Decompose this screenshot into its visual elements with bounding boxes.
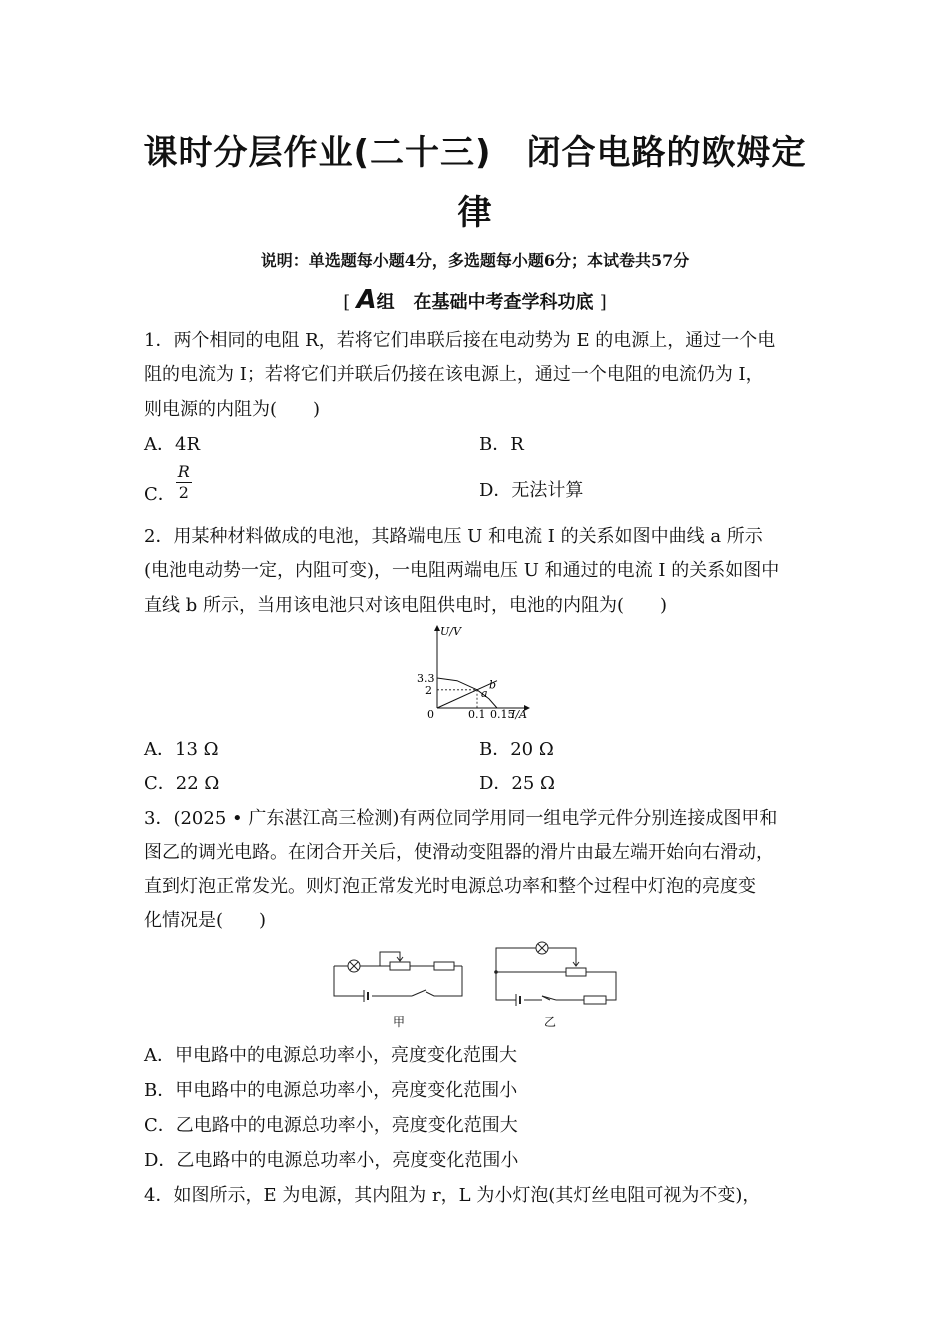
- resistor-jia: [434, 962, 454, 970]
- wire-yi-bottom-left: [496, 972, 542, 1000]
- q2-option-c[interactable]: C．22 Ω: [144, 773, 220, 794]
- switch-jia: [412, 990, 426, 996]
- q2-line-1: 2．用某种材料做成的电池，其路端电压 U 和电流 I 的关系如图中曲线 a 所示: [144, 526, 763, 547]
- q3-option-d[interactable]: D．乙电路中的电源总功率小，亮度变化范围小: [144, 1150, 519, 1171]
- q3-option-c[interactable]: C．乙电路中的电源总功率小，亮度变化范围大: [144, 1115, 518, 1136]
- q1-option-c-fraction: [176, 464, 192, 501]
- circuit-label-jia: 甲: [393, 1015, 406, 1029]
- q2-line-3: 直线 b 所示，当用该电池只对该电阻供电时，电池的内阻为( ): [144, 595, 668, 616]
- curve-a-label: a: [481, 686, 488, 700]
- q1-option-a[interactable]: A．4R: [144, 434, 201, 455]
- section-title: 在基础中考查学科功底: [413, 292, 594, 313]
- resistor-yi: [584, 996, 606, 1004]
- q3-line-4: 化情况是( ): [144, 910, 267, 931]
- q1-option-c-numerator: R: [177, 462, 190, 481]
- circuit-diagram-jia: [330, 946, 470, 1006]
- circuit-label-yi: 乙: [544, 1015, 557, 1029]
- rheostat-jia: [390, 962, 410, 970]
- graph-x-axis-label: I/A: [511, 708, 527, 721]
- x-tick-0.15: 0.15: [490, 708, 515, 721]
- q2-option-b[interactable]: B．20 Ω: [479, 739, 554, 760]
- circuit-diagram-yi: [490, 938, 620, 1008]
- q2-line-2: (电池电动势一定，内阻可变)，一电阻两端电压 U 和通过的电流 I 的关系如图中: [144, 560, 780, 581]
- graph-origin-label: 0: [427, 708, 434, 721]
- section-header: [0, 285, 950, 315]
- page-title-line1: 课时分层作业(二十三) 闭合电路的欧姆定: [143, 133, 807, 173]
- wire-yi-top: [496, 948, 576, 972]
- q1-option-c[interactable]: [144, 462, 192, 505]
- q3-line-2: 图乙的调光电路。在闭合开关后，使滑动变阻器的滑片由最左端开始向右滑动，: [144, 842, 774, 863]
- scoring-note: 说明：单选题每小题4分，多选题每小题6分；本试卷共57分: [260, 251, 690, 270]
- lamp-yi-cross: [538, 944, 546, 952]
- q1-option-d[interactable]: D．无法计算: [479, 480, 584, 501]
- section-group-suffix: 组: [376, 292, 395, 313]
- q1-option-c-denominator: 2: [178, 483, 189, 502]
- x-tick-0.1: 0.1: [468, 708, 486, 721]
- section-bracket-open: [: [343, 292, 351, 313]
- lamp-jia-cross: [350, 962, 358, 970]
- junction-yi: [494, 970, 498, 974]
- q4-line-1: 4．如图所示，E 为电源，其内阻为 r，L 为小灯泡(其灯丝电阻可视为不变)，: [144, 1185, 761, 1206]
- q3-option-b[interactable]: B．甲电路中的电源总功率小，亮度变化范围小: [144, 1080, 518, 1101]
- q1-line-1: 1．两个相同的电阻 R，若将它们串联后接在电动势为 E 的电源上，通过一个电: [144, 330, 776, 351]
- y-tick-2: 2: [425, 683, 432, 697]
- q2-option-a[interactable]: A．13 Ω: [144, 739, 219, 760]
- section-group-letter: A: [356, 285, 377, 315]
- q3-option-a[interactable]: A．甲电路中的电源总功率小，亮度变化范围大: [144, 1045, 517, 1066]
- graph-y-axis-label: U/V: [440, 625, 461, 638]
- page-title-line2: 律: [457, 193, 493, 233]
- q1-line-2: 阻的电流为 I；若将它们并联后仍接在该电源上，通过一个电阻的电流仍为 I，: [144, 364, 764, 385]
- q1-option-c-label: C．: [144, 483, 176, 505]
- section-bracket-close: ]: [599, 292, 607, 313]
- q3-line-1: 3．(2025 • 广东湛江高三检测)有两位同学用同一组电学元件分别连接成图甲和: [144, 808, 778, 829]
- line-b-label: b: [489, 678, 497, 692]
- q1-option-b[interactable]: B．R: [479, 434, 524, 455]
- y-tick-3.3: 3.3: [417, 671, 435, 685]
- q2-option-d[interactable]: D．25 Ω: [479, 773, 555, 794]
- rheostat-yi: [566, 968, 586, 976]
- q3-line-3: 直到灯泡正常发光。则灯泡正常发光时电源总功率和整个过程中灯泡的亮度变: [144, 876, 756, 897]
- wire-jia-left: [334, 966, 364, 996]
- ui-graph: [405, 622, 545, 722]
- q1-line-3: 则电源的内阻为( ): [144, 399, 321, 420]
